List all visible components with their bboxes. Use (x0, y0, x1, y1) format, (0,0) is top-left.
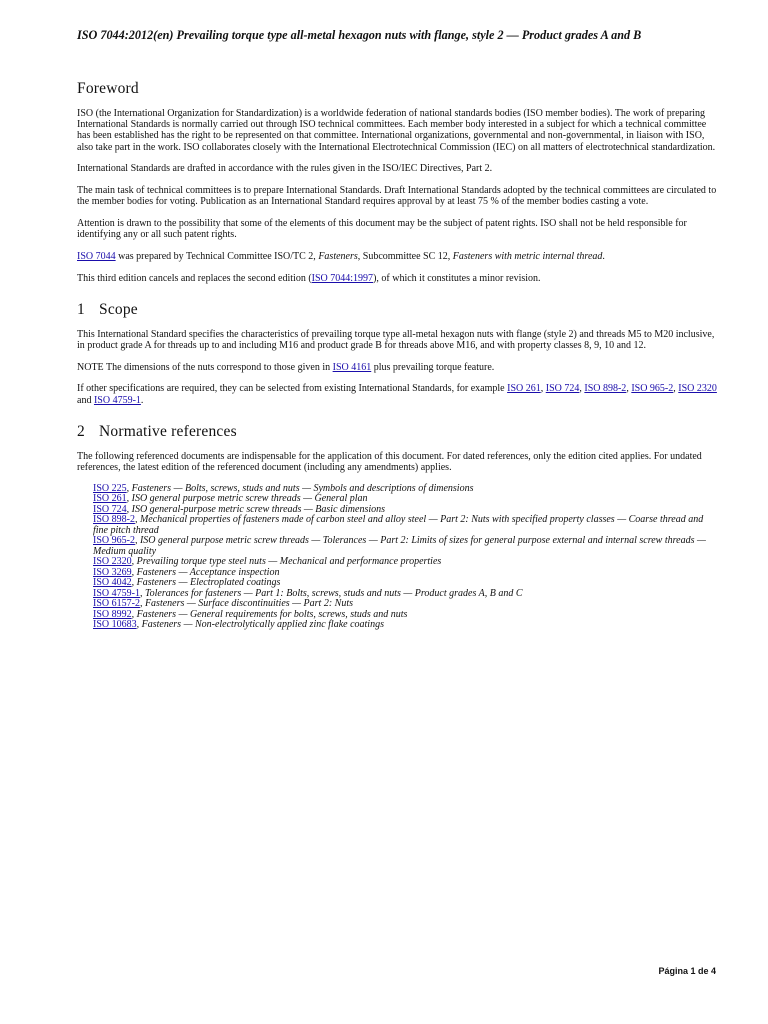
ref-link[interactable]: ISO 225 (93, 482, 127, 494)
link-iso-724[interactable]: ISO 724 (545, 383, 580, 395)
list-item (93, 515, 717, 536)
list-item (93, 536, 717, 557)
ref-title: , ISO general purpose metric screw threads — Tolerances — Part 2: Limits of sizes for general purpose external and internal screw threads — Medium quality (93, 535, 706, 557)
link-iso-4759-1[interactable]: ISO 4759-1 (93, 394, 141, 406)
foreword-p5-text3: . (602, 250, 605, 262)
ref-title: , Fasteners — Bolts, screws, studs and nuts — Symbols and descriptions of dimensions (126, 482, 474, 494)
ref-link[interactable]: ISO 10683 (93, 619, 137, 631)
ref-link[interactable]: ISO 8992 (93, 608, 132, 620)
ref-title: , Fasteners — Surface discontinuities — Part 2: Nuts (139, 598, 353, 610)
ref-link[interactable]: ISO 3269 (93, 566, 132, 578)
ref-title: , Fasteners — Non-electrolytically applied zinc flake coatings (136, 619, 384, 631)
link-iso-2320[interactable]: ISO 2320 (678, 383, 717, 395)
scope-p3-sep: , (540, 383, 546, 395)
scope-p3-sep: , (579, 383, 585, 395)
ref-link[interactable]: ISO 6157-2 (93, 598, 140, 610)
page-number: Página 1 de 4 (658, 966, 716, 976)
scope-note-text2: plus prevailing torque feature. (371, 361, 495, 373)
ref-link[interactable]: ISO 965-2 (93, 535, 135, 547)
normative-heading (77, 423, 717, 441)
foreword-p5-text1: was prepared by Technical Committee ISO/TC 2, (115, 250, 319, 262)
link-iso-261[interactable]: ISO 261 (507, 383, 541, 395)
link-iso-4161[interactable]: ISO 4161 (332, 361, 372, 373)
ref-link[interactable]: ISO 898-2 (93, 514, 135, 526)
ref-link[interactable]: ISO 261 (93, 493, 127, 505)
foreword-heading: Foreword (77, 80, 139, 97)
ref-link[interactable]: ISO 2320 (93, 556, 132, 568)
link-iso-7044-1997[interactable]: ISO 7044:1997 (311, 272, 374, 284)
foreword-paragraph-6 (77, 273, 717, 284)
ref-title: , Mechanical properties of fasteners made of carbon steel and alloy steel — Part 2: Nuts with specified property classes — Coarse thread and fine pitch thread (93, 514, 704, 536)
scope-note-text1: NOTE The dimensions of the nuts correspond to those given in (77, 361, 333, 373)
normative-title: Normative references (99, 422, 237, 440)
ref-title: , ISO general purpose metric screw threads — General plan (126, 493, 368, 505)
ref-link[interactable]: ISO 4759-1 (93, 587, 140, 599)
ref-title: , Fasteners — Acceptance inspection (131, 566, 280, 578)
scope-p3-sep: , (673, 383, 679, 395)
foreword-paragraph-1: ISO (the International Organization for Standardization) is a worldwide federation of national standards bodies (ISO member bodies). The work of preparing International Standards is normally carried out through ISO technical committees. Each member body interested in a subject for which a technical committee has been established has the right to be represented on that committee. International organizations, governmental and non-governmental, in liaison with ISO, also take part in the work. ISO collaborates closely with the International Electrotechnical Commission (IEC) on all matters of electrotechnical standardization. (77, 108, 716, 153)
scope-note (77, 362, 717, 373)
scope-p3-text1: If other specifications are required, they can be selected from existing International Standards, for example (77, 383, 508, 395)
link-iso-965-2[interactable]: ISO 965-2 (631, 383, 674, 395)
foreword-p5-em1: Fasteners (318, 250, 358, 262)
foreword-paragraph-2: International Standards are drafted in accordance with the rules given in the ISO/IEC Directives, Part 2. (77, 163, 493, 175)
list-item (93, 620, 717, 631)
scope-heading (77, 301, 717, 319)
ref-title: , ISO general-purpose metric screw threads — Basic dimensions (126, 503, 386, 515)
scope-paragraph-1: This International Standard specifies the characteristics of prevailing torque type all-metal hexagon nuts with flange (style 2) and threads M5 to M20 inclusive, in product grade A for threads up to and including M16 and product grade B for threads above M16, and with property classes 8, 9, 10 and 12. (77, 328, 715, 351)
ref-title: , Prevailing torque type steel nuts — Mechanical and performance properties (131, 556, 442, 568)
ref-link[interactable]: ISO 4042 (93, 577, 132, 589)
link-iso-7044[interactable]: ISO 7044 (77, 250, 116, 262)
foreword-paragraph-3: The main task of technical committees is to prepare International Standards. Draft International Standards adopted by the technical committees are circulated to the member bodies for voting. Publication as an International Standard requires approval by at least 75 % of the member bodies casting a vote. (77, 185, 717, 208)
normative-number: 2 (77, 422, 85, 440)
link-iso-898-2[interactable]: ISO 898-2 (584, 383, 627, 395)
document-title: ISO 7044:2012(en) Prevailing torque type all-metal hexagon nuts with flange, style 2 — Product grades A and B (77, 28, 642, 42)
foreword-p6-text2: ), of which it constitutes a minor revision. (373, 272, 541, 284)
foreword-p6-text1: This third edition cancels and replaces the second edition ( (77, 272, 312, 284)
ref-title: , Fasteners — General requirements for bolts, screws, studs and nuts (131, 608, 408, 620)
scope-p3-sep: , (626, 383, 632, 395)
scope-number: 1 (77, 300, 85, 318)
scope-p3-and: and (77, 394, 94, 406)
foreword-p5-em2: Fasteners with metric internal thread (452, 250, 603, 262)
foreword-paragraph-4: Attention is drawn to the possibility that some of the elements of this document may be the subject of patent rights. ISO shall not be held responsible for identifying any or all such patent rights. (77, 217, 687, 241)
normative-paragraph-1: The following referenced documents are indispensable for the application of this document. For dated references, only the edition cited applies. For undated references, the latest edition of the referenced document (including any amendments) applies. (77, 450, 702, 473)
scope-p3-end: . (140, 394, 144, 406)
foreword-p5-text2: , Subcommittee SC 12, (357, 250, 453, 262)
scope-paragraph-3 (77, 383, 717, 405)
scope-title: Scope (99, 300, 138, 318)
document-body (77, 80, 717, 631)
ref-title: , Fasteners — Electroplated coatings (131, 577, 281, 589)
ref-title: , Tolerances for fasteners — Part 1: Bolts, screws, studs and nuts — Product grades A, B and C (139, 587, 523, 599)
foreword-paragraph-5 (77, 251, 717, 262)
reference-list (77, 484, 717, 631)
ref-link[interactable]: ISO 724 (93, 503, 127, 515)
